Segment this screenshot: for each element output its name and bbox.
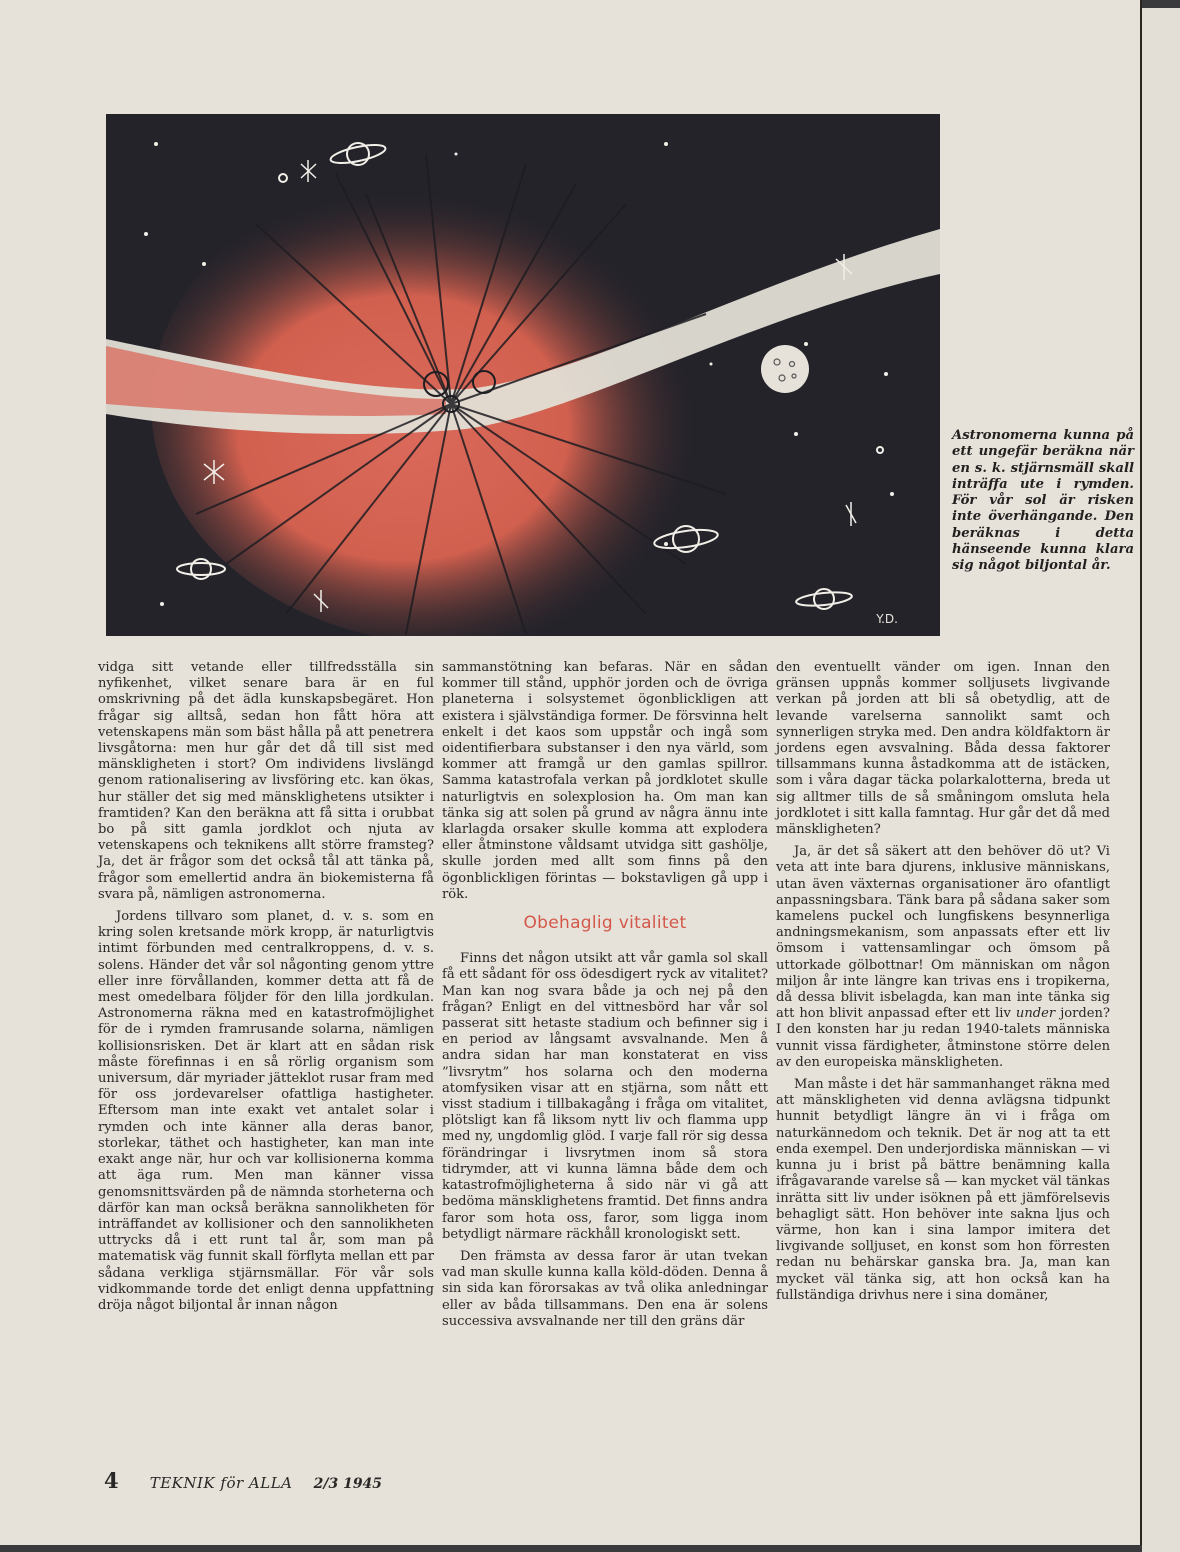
paragraph: [776, 844, 1110, 1071]
paragraph: den eventuellt vänder om igen. Innan den gränsen uppnås kommer solljusets livgivande verkan på jorden att bli så obetydlig, att de levande varelserna sannolikt samt och synnerligen stryka med. Den andra köldfaktorn är jordens egen avsvalning. Båda dessa faktorer tillsammans kunna åstadkomma att de istäcken, som i våra dagar täcka polarkalotterna, breda ut sig alltmer tills de så småningom omsluta hela jordklotet i sitt kalla famntag. Hur går det då med mänskligheten?: [776, 660, 1110, 838]
paragraph: sammanstötning kan befaras. När en sådan kommer till stånd, upphör jorden och de övriga planeterna i solsystemet ögonblickligen att existera i självständiga former. De försvinna helt enkelt i det kaos som uppstår och ingå som oidentifierbara substanser i den nya värld, som kommer att framgå ur den gamlas spillror. Samma katastrofala verkan på jordklotet skulle naturligtvis en solexplosion ha. Om man kan tänka sig att solen på grund av några ännu inte klarlagda orsaker skulle komma att explodera eller åtminstone våldsamt utvidga sitt gashölje, skulle jorden med allt som finns på den ögonblickligen förintas — bokstavligen gå upp i rök.: [442, 660, 768, 902]
page-footer: [104, 1468, 382, 1493]
article-column-2: [442, 660, 768, 1336]
adjacent-page-edge: [1142, 8, 1180, 1552]
page-number: 4: [104, 1468, 119, 1493]
paragraph: Man måste i det här sammanhanget räkna med att mänskligheten vid denna avlägsna tidpunkt hunnit betydligt längre än vi i fråga om naturkännedom och teknik. Det är nog att ta ett enda exempel. Den underjordiska människan — vi kunna ju i brist på bättre benämning kalla ifrågavarande varelse så — kan mycket väl tänkas inrätta sitt liv under isöknen på ett jämförelsevis behagligt sätt. Hon behöver inte sakna ljus och värme, hon kan i sina lampor imitera det livgivande solljuset, en konst som hon förresten redan nu behärskar ganska bra. Ja, man kan mycket väl tänka sig, att hon också kan ha fullständiga drivhus nere i sina domäner,: [776, 1077, 1110, 1303]
paragraph: Jordens tillvaro som planet, d. v. s. som en kring solen kretsande mörk kropp, är naturligtvis intimt förbunden med centralkroppens, d. v. s. solens. Händer det vår sol någonting genom yttre eller inre förvållanden, kommer detta att få de mest omedelbara följder för den lilla jordkulan. Astronomerna räkna med en katastrofmöjlighet för de i rymden framrusande solarna, nämligen kollisionsrisken. Det är klart att en sådan risk måste förefinnas i en så rörlig organism som universum, där myriader jätteklot rusar fram med för oss jordevarelser ofattliga hastigheter. Eftersom man inte exakt vet antalet solar i rymden och inte känner alla deras banor, storlekar, täthet och hastigheter, kan man inte exakt ange när, hur och var kollisionerna komma att äga rum. Men man känner vissa genomsnittsvärden på de nämnda storheterna och därför kan man också beräkna sannolikheten för inträffandet av kollisioner och den sannolikheten uttrycks då i ett runt tal år, som man på matematisk väg funnit skall förflyta mellan ett par sådana verkliga stjärnsmällar. För vår sols vidkommande torde det enligt denna uppfattning dröja något biljontal år innan någon: [98, 909, 434, 1313]
paragraph: Den främsta av dessa faror är utan tvekan vad man skulle kunna kalla köld-döden. Denna å sin sida kan förorsakas av två olika anledningar eller av båda tillsammans. Den ena är solens successiva avsvalnande ner till den gräns där: [442, 1248, 768, 1329]
section-subheading: Obehaglig vitalitet: [523, 913, 687, 934]
issue-date: 2/3 1945: [313, 1476, 383, 1492]
magazine-title: TEKNIK för ALLA: [149, 1474, 293, 1492]
emphasized-word: under: [1015, 1006, 1056, 1022]
illustration-caption: Astronomerna kunna på ett ungefär beräkna när en s. k. stjärnsmäll skall inträffa ute i rymden. För vår sol är risken inte överhängande. Den beräknas i detta hänseende kunna klara sig något biljontal år.: [952, 428, 1134, 574]
article-column-1: [98, 660, 434, 1320]
article-column-3: [776, 660, 1110, 1310]
artist-signature: Y.D.: [876, 612, 898, 626]
exploding-star-illustration: [106, 114, 940, 636]
space-explosion-artwork: [106, 114, 940, 636]
paragraph: Finns det någon utsikt att vår gamla sol skall få ett sådant för oss ödesdigert ryck av vitalitet? Man kan nog svara både ja och nej på den frågan? Enligt en del vittnesbörd har vår sol passerat sitt hetaste stadium och befinner sig i en period av långsamt avsvalnande. Men å andra sidan har man konstaterat en viss ”livsrytm” hos solarna och den moderna atomfysiken visar att en stjärna, som nått ett visst stadium i tillbakagång i fråga om vitalitet, plötsligt kan få liksom nytt liv och flamma upp med ny, ungdomlig glöd. I varje fall rör sig dessa förändringar i livsrytmen inom så stora tidrymder, att vi kunna lämna både dem och katastrofmöjligheterna å sido när vi gå att bedöma mänsklighetens framtid. Det finns andra faror som hota oss, faror, som ligga inom betydligt närmare räckhåll kronologiskt sett.: [442, 951, 768, 1242]
text-run: jorden? I den konsten har ju redan 1940-talets människa vunnit vissa färdigheter, åtminstone större delen av den europeiska mänskligheten.: [776, 1006, 1110, 1070]
paragraph: vidga sitt vetande eller tillfredsställa sin nyfikenhet, vilket senare bara är en ful omskrivning på det ädla kunskapsbegäret. Hon frågar sig alltså, sedan hon fått höra att vetenskapens män som bäst hålla på att penetrera livsgåtorna: men hur går det då till sist med mänskligheten i stort? Om individens livslängd genom rationalisering av livsföring etc. kan ökas, hur ställer det sig med mänsklighetens utsikter i framtiden? Kan den beräkna att få sitta i orubbat bo på sitt gamla jordklot och njuta av vetenskapens och teknikens allt större framsteg? Ja, det är frågor som det också tål att tänka på, frågor som emellertid andra än biokemisterna få svara på, nämligen astronomerna.: [98, 660, 434, 902]
text-run: Ja, är det så säkert att den behöver dö ut? Vi veta att inte bara djurens, inklusive människans, utan även växternas organisationer äro ofantligt anpassningsbara. Tänk bara på sådana saker som kamelens puckel och lungfiskens besynnerliga andningsmekanism, som anpassats efter ett liv ömsom i vattensamlingar och ömsom på uttorkade gölbottnar! Om människan om någon miljon år inte längre kan trivas ens i tropikerna, då dessa blivit isbelagda, kan man inte tänka sig att hon blivit anpassad efter ett liv: [776, 844, 1110, 1022]
